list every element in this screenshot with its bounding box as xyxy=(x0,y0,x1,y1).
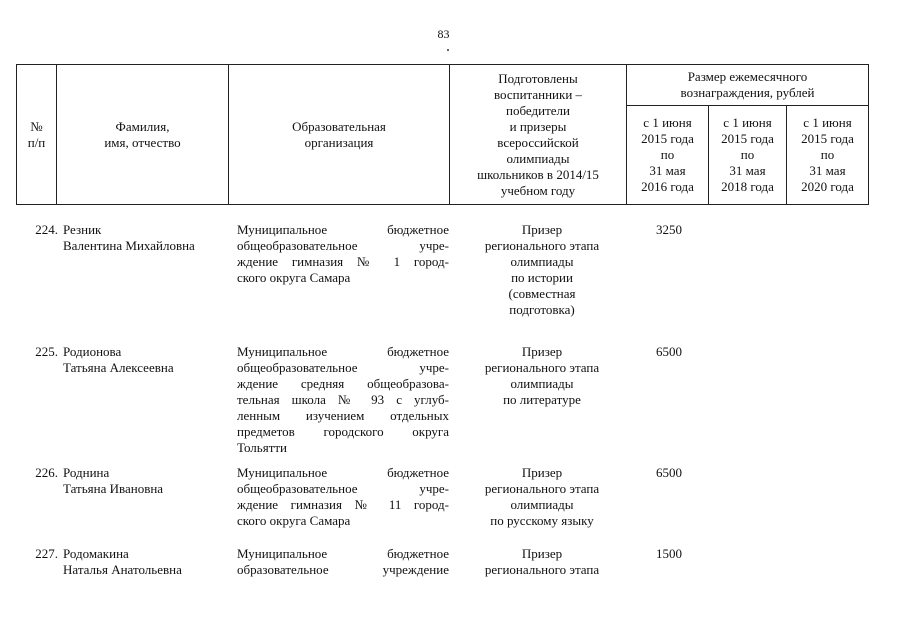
row-prep: Призер регионального этапа олимпиады по литературе xyxy=(484,344,600,407)
header-period-2016: с 1 июня 2015 года по 31 мая 2016 года xyxy=(627,106,709,205)
header-name: Фамилия, имя, отчество xyxy=(57,65,229,205)
header-prep: Подготовлены воспитанники – победители и призеры всероссийской олимпиады школьников в 2014/15 учебном году xyxy=(450,65,627,205)
row-prep: Призер регионального этапа олимпиады по истории (совместная подготовка) xyxy=(484,222,600,317)
page-number: 83 xyxy=(437,27,450,41)
row-amount: 6500 xyxy=(656,465,682,480)
org-line: общеобразовательное учре- xyxy=(237,481,449,496)
row-name: Родионова Татьяна Алексеевна xyxy=(63,344,174,375)
row-amount: 3250 xyxy=(656,222,682,237)
org-line: Муниципальное бюджетное xyxy=(237,344,449,359)
org-line: Муниципальное бюджетное xyxy=(237,465,449,480)
org-line: предметов городского округа xyxy=(237,424,449,439)
org-line: ждение гимназия № 11 город- xyxy=(237,497,449,512)
org-line: образовательное учреждение xyxy=(237,562,449,577)
org-line: общеобразовательное учре- xyxy=(237,238,449,253)
header-period-2020: с 1 июня 2015 года по 31 мая 2020 года xyxy=(787,106,869,205)
org-line: Муниципальное бюджетное xyxy=(237,222,449,237)
org-line: ленным изучением отдельных xyxy=(237,408,449,423)
row-org xyxy=(237,465,449,529)
row-name: Резник Валентина Михайловна xyxy=(63,222,195,253)
org-line: ского округа Самара xyxy=(237,270,351,285)
org-line: тельная школа № 93 с углуб- xyxy=(237,392,449,407)
org-line: ждение средняя общеобразова- xyxy=(237,376,449,391)
row-number: 224. xyxy=(35,222,58,237)
row-number: 226. xyxy=(35,465,58,480)
header-period-2018: с 1 июня 2015 года по 31 мая 2018 года xyxy=(709,106,787,205)
row-amount: 6500 xyxy=(656,344,682,359)
org-line: общеобразовательное учре- xyxy=(237,360,449,375)
row-name: Родомакина Наталья Анатольевна xyxy=(63,546,182,577)
scan-dot xyxy=(447,49,449,51)
row-org xyxy=(237,222,449,286)
row-prep: Призер регионального этапа xyxy=(484,546,600,577)
row-number: 227. xyxy=(35,546,58,561)
org-line: ского округа Самара xyxy=(237,513,351,528)
header-reward: Размер ежемесячного вознаграждения, рублей xyxy=(627,65,869,106)
org-line: Тольятти xyxy=(237,440,288,455)
table-header xyxy=(16,64,869,205)
row-org xyxy=(237,546,449,578)
row-name: Роднина Татьяна Ивановна xyxy=(63,465,164,496)
org-line: ждение гимназия № 1 город- xyxy=(237,254,449,269)
org-line: Муниципальное бюджетное xyxy=(237,546,449,561)
row-prep: Призер регионального этапа олимпиады по русскому языку xyxy=(484,465,600,528)
row-number: 225. xyxy=(35,344,58,359)
row-amount: 1500 xyxy=(656,546,682,561)
row-org xyxy=(237,344,449,456)
header-num: № п/п xyxy=(17,65,57,205)
header-org: Образовательная организация xyxy=(229,65,450,205)
